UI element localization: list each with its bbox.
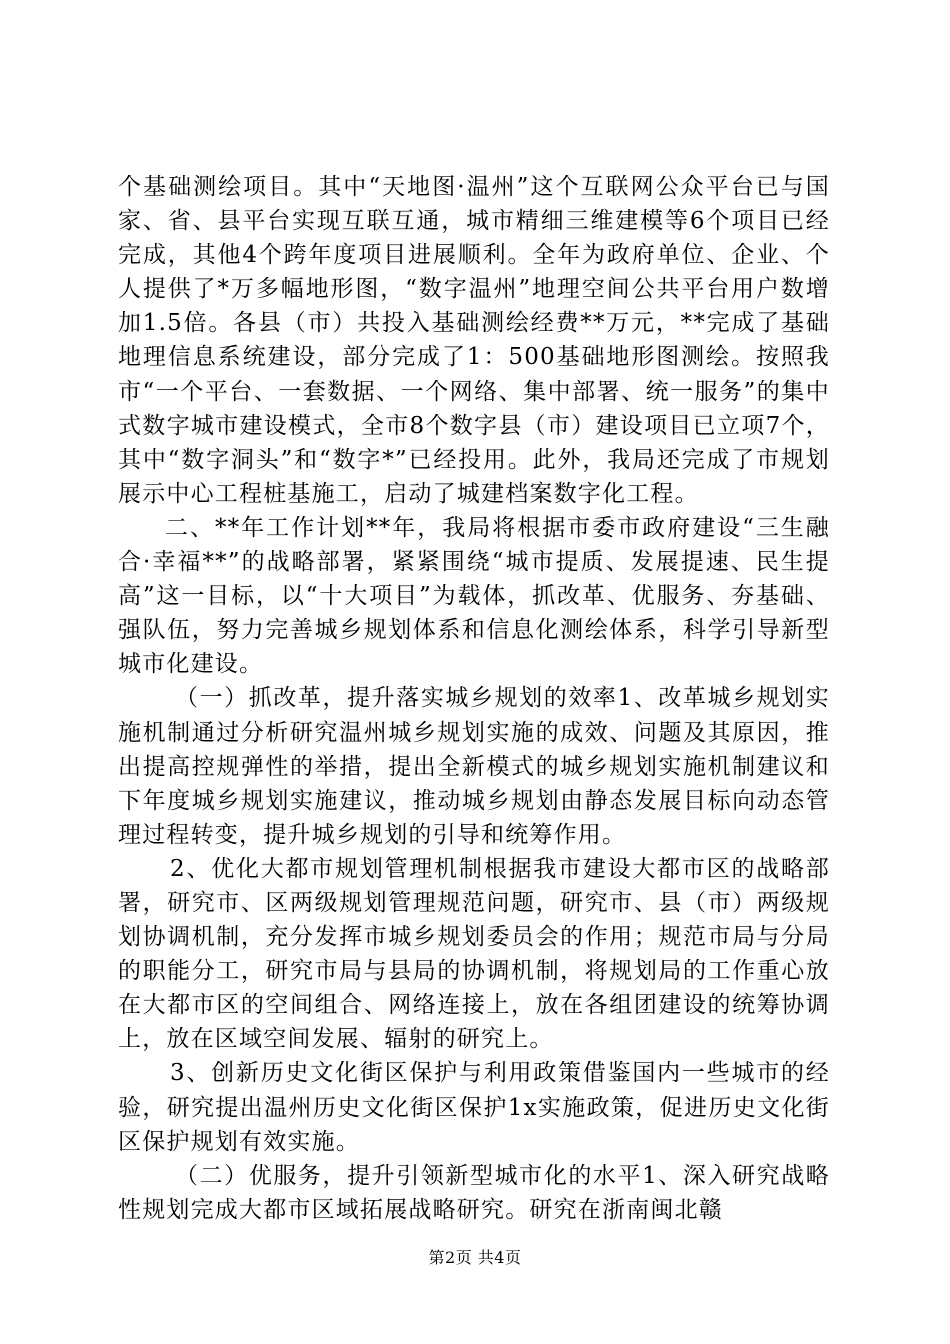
page-number-indicator: 第2页 共4页	[428, 1248, 522, 1267]
paragraph-historic-district-policy: 3、创新历史文化街区保护与利用政策借鉴国内一些城市的经验，研究提出温州历史文化街区保护1x实施政策，促进历史文化街区保护规划有效实施。	[118, 1060, 830, 1155]
document-body	[118, 170, 830, 1227]
paragraph-service-section: （二）优服务，提升引领新型城市化的水平1、深入研究战略性规划完成大都市区域拓展战略研究。研究在浙南闽北赣	[118, 1162, 830, 1223]
page-footer	[0, 1248, 950, 1268]
paragraph-reform-section: （一）抓改革，提升落实城乡规划的效率1、改革城乡规划实施机制通过分析研究温州城乡规划实施的成效、问题及其原因，推出提高控规弹性的举措，提出全新模式的城乡规划实施机制建议和下年度城乡规划实施建议，推动城乡规划由静态发展目标向动态管理过程转变，提升城乡规划的引导和统筹作用。	[118, 685, 830, 848]
paragraph-work-plan-intro: 二、**年工作计划**年，我局将根据市委市政府建设“三生融合·幸福**”的战略部署，紧紧围绕“城市提质、发展提速、民生提高”这一目标，以“十大项目”为载体，抓改革、优服务、夯基础、强队伍，努力完善城乡规划体系和信息化测绘体系，科学引导新型城市化建设。	[118, 514, 830, 678]
paragraph-basic-surveying-summary: 个基础测绘项目。其中“天地图·温州”这个互联网公众平台已与国家、省、县平台实现互联互通，城市精细三维建模等6个项目已经完成，其他4个跨年度项目进展顺利。全年为政府单位、企业、个人提供了*万多幅地形图，“数字温州”地理空间公共平台用户数增加1.5倍。各县（市）共投入基础测绘经费**万元，**完成了基础地理信息系统建设，部分完成了1：500基础地形图测绘。按照我市“一个平台、一套数据、一个网络、集中部署、统一服务”的集中式数字城市建设模式，全市8个数字县（市）建设项目已立项7个，其中“数字洞头”和“数字*”已经投用。此外，我局还完成了市规划展示中心工程桩基施工，启动了城建档案数字化工程。	[118, 174, 830, 507]
paragraph-metropolitan-management: 2、优化大都市规划管理机制根据我市建设大都市区的战略部署，研究市、区两级规划管理规范问题，研究市、县（市）两级规划协调机制，充分发挥市城乡规划委员会的作用；规范市局与分局的职能分工，研究市局与县局的协调机制，将规划局的工作重心放在大都市区的空间组合、网络连接上，放在各组团建设的统筹协调上，放在区域空间发展、辐射的研究上。	[118, 855, 830, 1053]
